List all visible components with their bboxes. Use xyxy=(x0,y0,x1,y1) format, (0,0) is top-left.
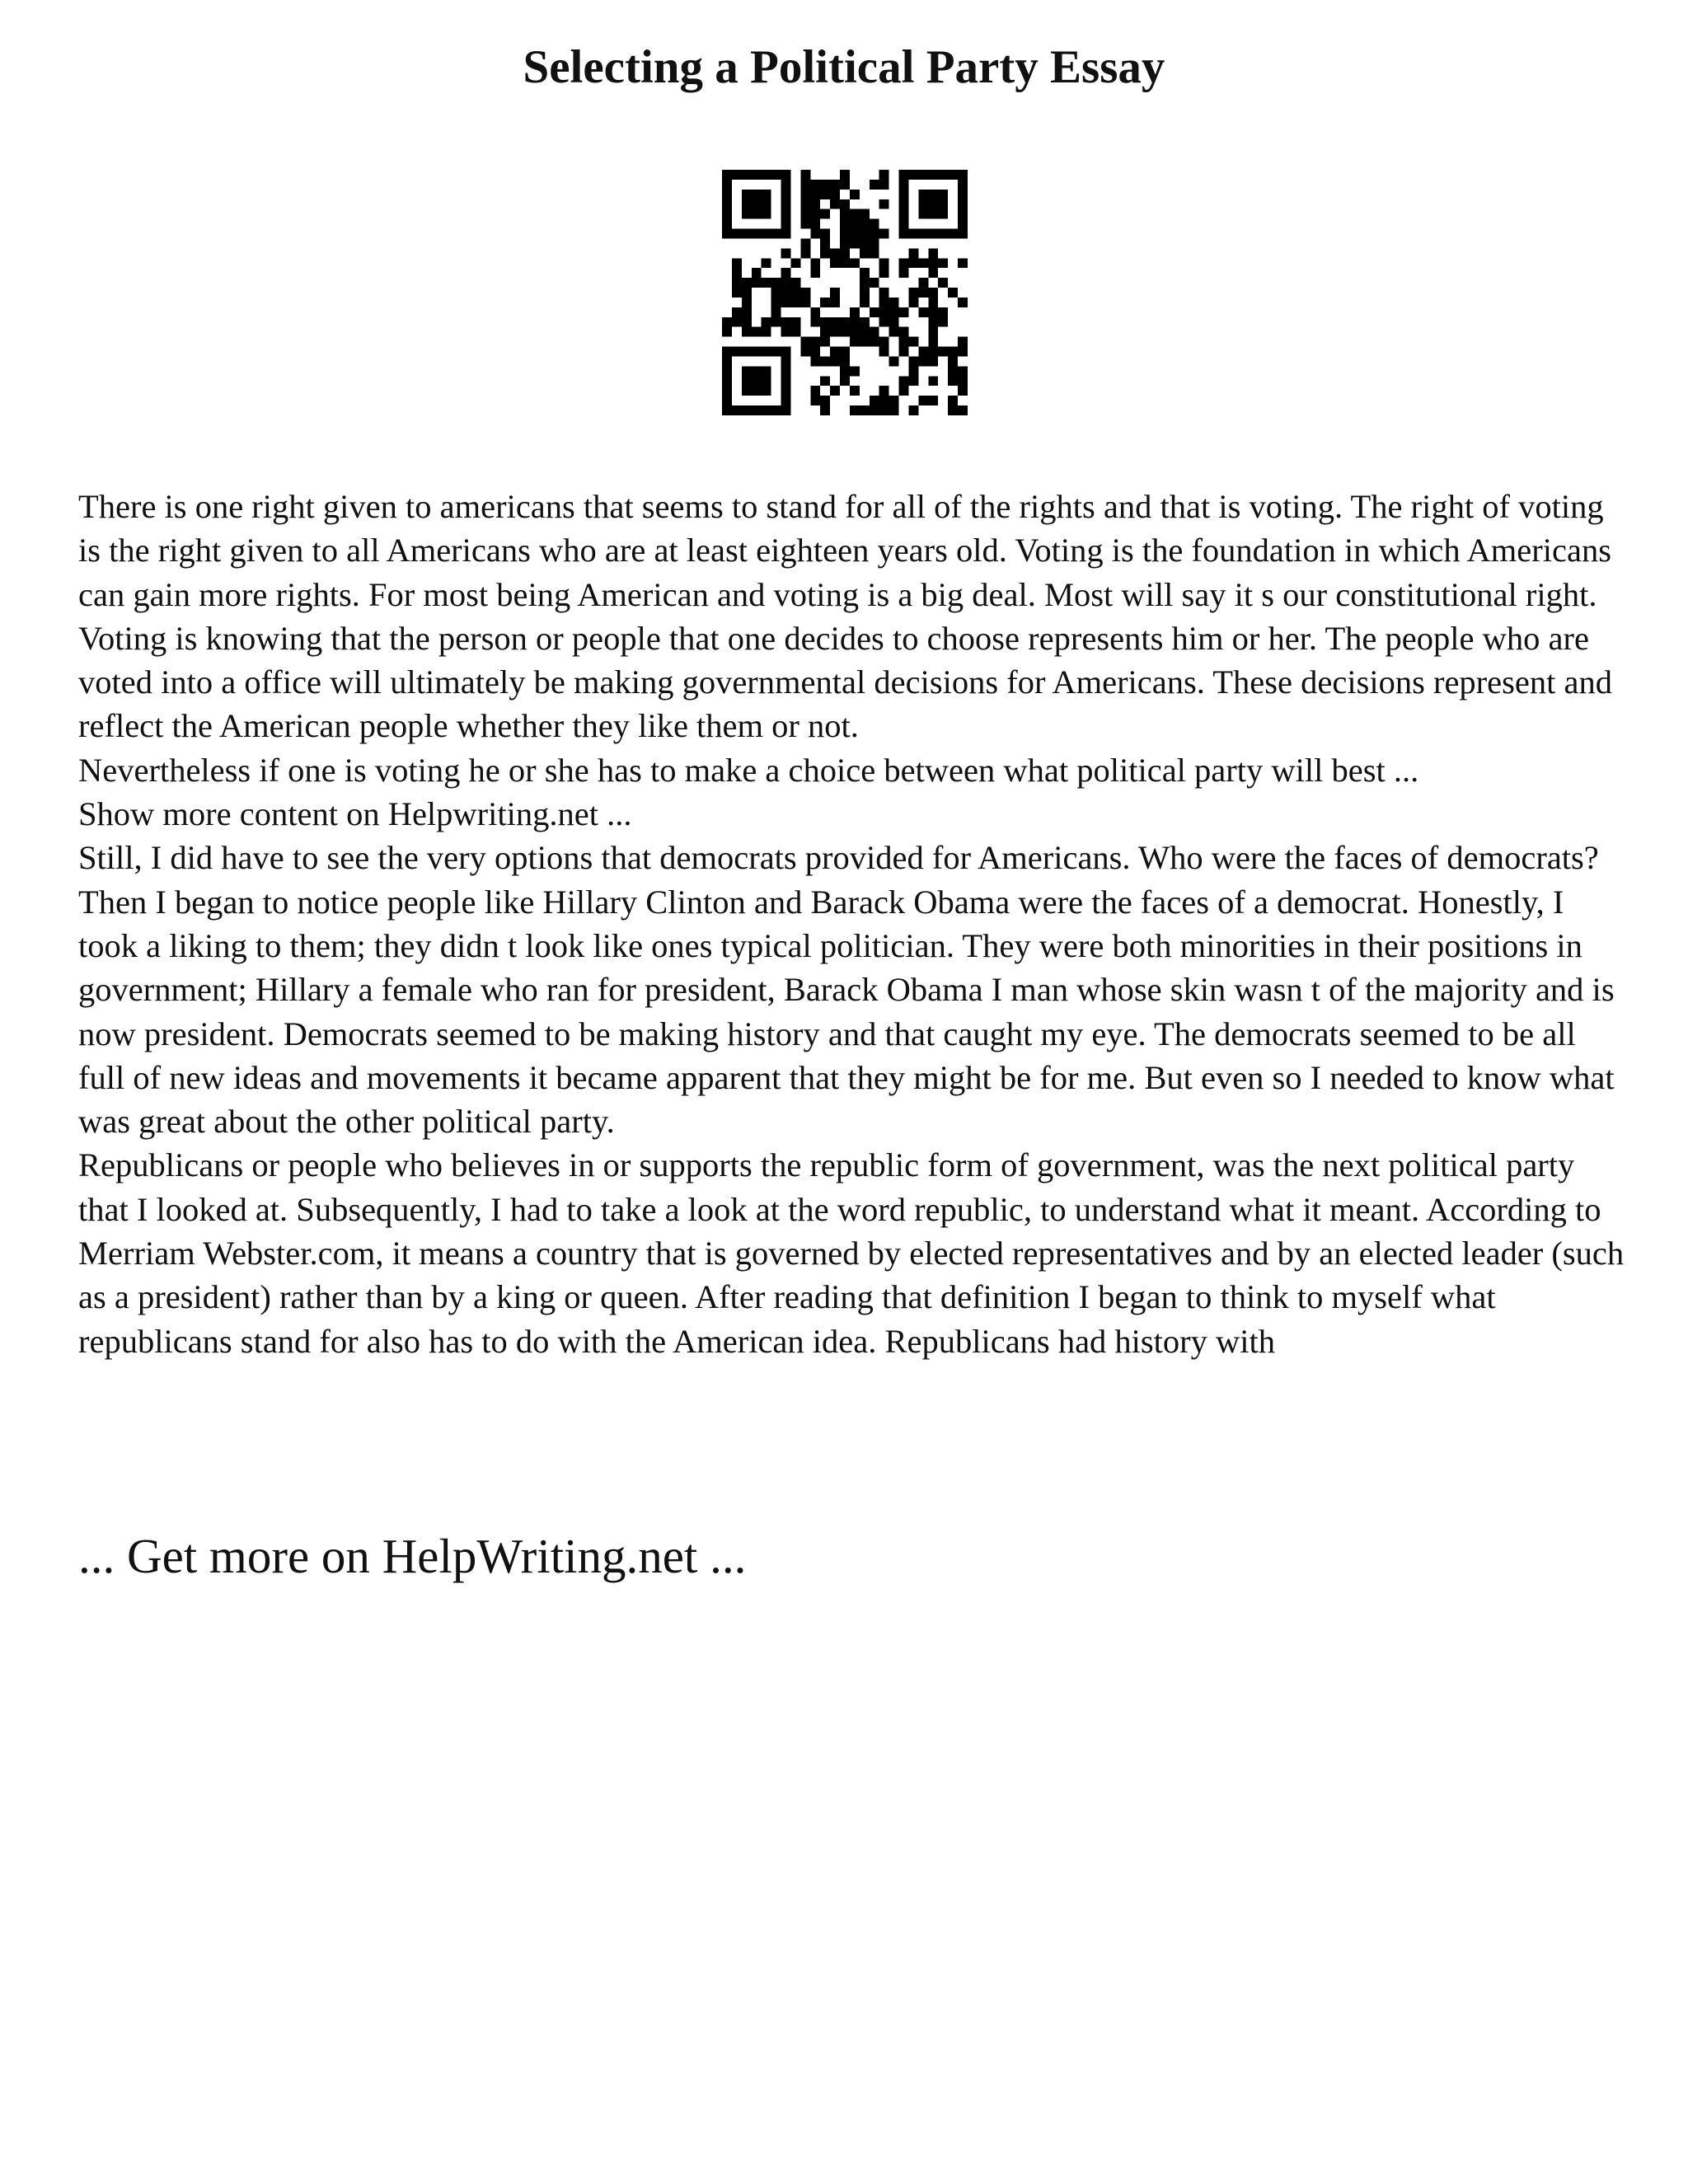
paragraph-nevertheless: Nevertheless if one is voting he or she has to make a choice between what political party will best ... xyxy=(78,751,1419,789)
paragraph-intro: There is one right given to americans that seems to stand for all of the rights and that is voting. The right of voting is the right given to all Americans who are at least eighteen years old. Voting is the foundation in which Americans can gain more rights. For most being American and voting is a big deal. Most will say it s our constitutional right. Voting is knowing that the person or people that one decides to choose represents him or her. The people who are voted into a office will ultimately be making governmental decisions for Americans. These decisions represent and reflect the American people whether they like them or not. xyxy=(78,488,1612,745)
qr-code-icon xyxy=(722,170,968,415)
essay-body xyxy=(78,485,1628,1363)
show-more-link[interactable]: Show more content on Helpwriting.net ... xyxy=(78,795,632,833)
document-title: Selecting a Political Party Essay xyxy=(523,41,1165,93)
paragraph-republicans: Republicans or people who believes in or supports the republic form of government, was the next political party that I looked at. Subsequently, I had to take a look at the word republic, to understand what it meant. According to Merriam Webster.com, it means a country that is governed by elected representatives and by an elected leader (such as a president) rather than by a king or queen. After reading that definition I began to think to myself what republicans stand for also has to do with the American idea. Republicans had history with xyxy=(78,1146,1625,1360)
paragraph-democrats: Still, I did have to see the very options that democrats provided for Americans. Who were the faces of democrats? Then I began to notice people like Hillary Clinton and Barack Obama were the faces of a democrat. Honestly, I took a liking to them; they didn t look like ones typical politician. They were both minorities in their positions in government; Hillary a female who ran for president, Barack Obama I man whose skin wasn t of the majority and is now president. Democrats seemed to be making history and that caught my eye. The democrats seemed to be all full of new ideas and movements it became apparent that they might be for me. But even so I needed to know what was great about the other political party. xyxy=(78,839,1615,1141)
get-more-link[interactable]: ... Get more on HelpWriting.net ... xyxy=(78,1529,747,1583)
